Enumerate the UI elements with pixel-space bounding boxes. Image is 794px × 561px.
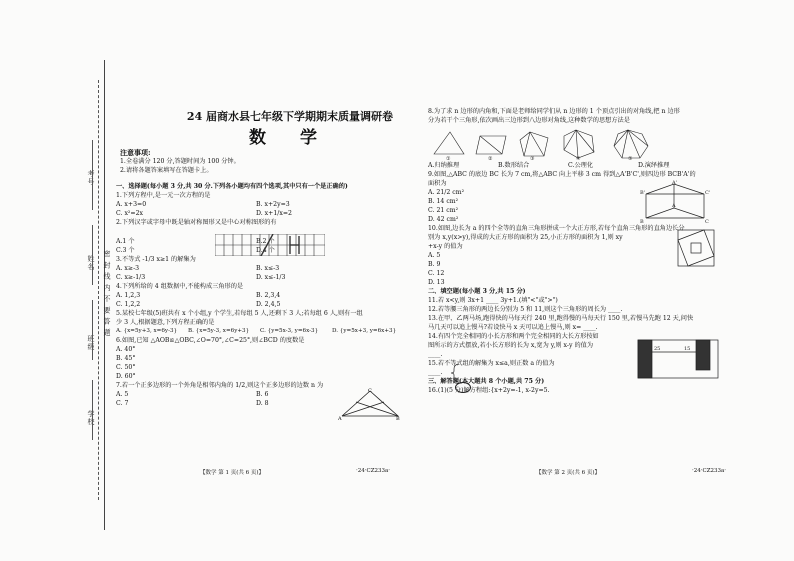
q15-answer-oval xyxy=(455,382,471,393)
svg-text:①: ① xyxy=(446,156,451,160)
left-page-footer: 【数学 第 1 页(共 6 页)】 xyxy=(200,470,265,476)
svg-text:③: ③ xyxy=(530,156,535,160)
q15-inequality-brace xyxy=(450,363,462,383)
section-2-heading: 二、填空题(每小题 3 分,共 15 分) xyxy=(428,288,526,295)
q7-option-b: B. 6 xyxy=(256,391,269,398)
q4-option-d: D. 2,4,5 xyxy=(256,301,281,308)
q8-option-c: C.公理化 xyxy=(568,162,594,169)
question-15-cont: ____. xyxy=(428,369,443,376)
q6-triangle-figure xyxy=(338,388,402,420)
q5-option-b: B. {x=5y-3, x=6y+3} xyxy=(188,328,250,334)
q4-option-a: A. 1,2,3 xyxy=(116,292,141,299)
question-8: 8.为了求 n 边形的内角和,下面是老师给同学们从 n 边形的 1 个顶点引出的对角线,把 n 边形 xyxy=(428,108,680,115)
q10-option-b: B. 9 xyxy=(428,261,441,268)
question-9: 9.如图,△ABC 的底边 BC 长为 7 cm,将△ABC 向上平移 3 cm 得到△A'B'C',则四边形 BCB'A'的 xyxy=(428,171,696,178)
q2-option-b: B.2 个 xyxy=(256,238,275,245)
svg-text:A: A xyxy=(338,416,342,420)
q2-option-a: A.1 个 xyxy=(116,238,135,245)
exam-subject: 数 学 xyxy=(249,128,331,148)
question-13: 13.在甲、乙两马场,跑得快的马每天行 240 里,跑得慢的马每天行 150 里,若慢马先跑 12 天,问快 xyxy=(428,315,694,322)
svg-text:A: A xyxy=(672,203,676,209)
q1-options-2 xyxy=(116,209,406,218)
exam-no-underline xyxy=(92,140,93,210)
q6-option-b: B. 45° xyxy=(116,355,136,362)
q9-translation-figure xyxy=(640,180,710,224)
q4-options-2 xyxy=(116,300,406,309)
q3-option-a: A. x≥-3 xyxy=(116,265,140,272)
q1-option-b: B. x+2y=3 xyxy=(256,201,290,208)
svg-text:C: C xyxy=(705,219,709,224)
q2-option-d: D.4 个 xyxy=(256,247,275,254)
notes-item: 1.全卷满分 120 分,答题时间为 100 分钟。 xyxy=(120,158,240,165)
svg-text:C': C' xyxy=(705,190,710,196)
q3-option-b: B. x≤-3 xyxy=(256,265,280,272)
q7-option-a: A. 5 xyxy=(116,391,129,398)
question-1: 1.下列方程中,是一元一次方程的是 xyxy=(116,192,211,199)
school-underline xyxy=(92,380,93,440)
q8-option-a: A.归纳推理 xyxy=(428,162,460,169)
q3-option-d: D. x≤-1/3 xyxy=(256,274,286,281)
q1-option-d: D. x+1/x=2 xyxy=(256,210,292,217)
q5-option-c: C. {y=5x-3, y=6x-3} xyxy=(260,328,319,334)
q8-option-b: B.数形结合 xyxy=(498,162,530,169)
svg-text:B: B xyxy=(396,416,400,420)
q5-options xyxy=(116,327,406,336)
q5-option-d: D. {y=5x+3, y=6x+3} xyxy=(332,328,397,334)
exam-no-label: 考号 xyxy=(87,170,95,186)
q3-options-2 xyxy=(116,273,406,282)
question-14-cont: 图所示的方式摆放,若小长方形的长为 x,宽为 y,则 x-y 的值为 xyxy=(428,342,594,349)
notes-item: 2.请将各题答案填写在答题卡上。 xyxy=(120,167,213,174)
question-6: 6.如图,已知 △AOB≌△OBC,∠O=70°,∠C=25°,则∠BCD 的度数是 xyxy=(116,337,305,344)
question-7: 7.若一个正多边形的一个外角是相邻内角的 1/2,则这个正多边形的边数 n 为 xyxy=(116,382,324,389)
q1-option-a: A. x+3=0 xyxy=(116,201,147,208)
notes-heading: 注意事项: xyxy=(120,148,151,157)
q3-options xyxy=(116,264,406,273)
section-3-heading: 三、解答题(本大题共 8 个小题,共 75 分) xyxy=(428,378,545,385)
section-1-heading: 一、选择题(每小题 3 分,共 30 分.下列各小题均有四个选项,其中只有一个是正确的) xyxy=(116,183,348,190)
school-label: 学校 xyxy=(87,410,95,426)
name-label: 姓名 xyxy=(87,255,95,271)
q9-option-a: A. 21/2 cm² xyxy=(428,189,465,196)
notes-block xyxy=(120,148,240,175)
question-3: 3.不等式 -1/3 x≥1 的解集为 xyxy=(116,256,196,263)
q7-option-c: C. 7 xyxy=(116,400,129,407)
question-8-cont: 分为若干个三角形,依次画出三边形到八边形对角线,这种数学的思想方法是 xyxy=(428,117,630,124)
q6-option-d: D. 60° xyxy=(116,373,136,380)
question-11: 11.若 x<y,则 3x+1 ____ 3y+1.(填"<"或">") xyxy=(428,297,558,304)
svg-text:15: 15 xyxy=(684,346,691,352)
svg-text:B': B' xyxy=(640,190,646,196)
q4-option-b: B. 2,3,4 xyxy=(256,292,281,299)
q2-option-c: C.3 个 xyxy=(116,247,135,254)
q10-option-a: A. 5 xyxy=(428,252,441,259)
question-14: 14.有四个完全相同的小长方形和两个完全相同的大长方形按如 xyxy=(428,333,599,340)
svg-text:②: ② xyxy=(488,156,493,160)
question-4: 4.下列所给的 4 组数据中,不能构成三角形的是 xyxy=(116,283,244,290)
q9-option-d: D. 42 cm² xyxy=(428,216,459,223)
q9-option-c: C. 21 cm² xyxy=(428,207,459,214)
question-14-cont2: ____. xyxy=(428,351,443,358)
svg-text:A': A' xyxy=(672,180,677,186)
q1-options xyxy=(116,200,406,209)
q4-option-c: C. 1,2,2 xyxy=(116,301,141,308)
svg-text:⑤: ⑤ xyxy=(628,156,633,160)
question-10-cont: 别为 x,y(x>y),得成的大正方形的面积为 25,小正方形的面积为 1,则 xy xyxy=(428,234,623,241)
q2-glyph-grid-figure xyxy=(215,234,325,256)
seal-text: 密 封 线 内 不 要 答 题 xyxy=(103,250,111,337)
question-5-cont: 少 3 人,根据题意,下列方程正确的是 xyxy=(116,319,215,326)
question-10-cont2: +x-y 的值为 xyxy=(428,243,463,250)
left-page-code: ·24·CZ233a· xyxy=(356,468,391,474)
q5-option-a: A. {x=5y+3, x=6y-3} xyxy=(116,328,178,334)
q10-option-d: D. 13 xyxy=(428,279,445,286)
q6-option-c: C. 50° xyxy=(116,364,136,371)
q10-option-c: C. 12 xyxy=(428,270,445,277)
name-underline xyxy=(92,225,93,285)
question-9-cont: 面积为 xyxy=(428,180,447,187)
q6-option-a: A. 40° xyxy=(116,346,136,353)
question-10: 10.如图,边长为 a 的四个全等的直角三角形拼成一个大正方形,若每个直角三角形的直角边长分 xyxy=(428,225,685,232)
right-page-footer: 【数学 第 2 页(共 6 页)】 xyxy=(536,470,601,476)
question-2: 2.下列汉字或字母中既是轴对称图形又是中心对称图形的有 xyxy=(116,219,277,226)
q14-rectangle-figure xyxy=(636,336,720,380)
q8-option-d: D.演绎推理 xyxy=(638,162,670,169)
svg-text:25: 25 xyxy=(654,346,661,352)
q3-option-c: C. x≥-1/3 xyxy=(116,274,146,281)
class-label: 班级 xyxy=(87,335,95,351)
svg-text:B: B xyxy=(640,219,644,224)
q1-option-c: C. x²=2x xyxy=(116,210,144,217)
svg-text:④: ④ xyxy=(576,156,581,160)
class-underline xyxy=(92,300,93,360)
question-5: 5.某校七年级(5)班共有 x 个小组,y 个学生,若每组 5 人,还剩下 3 人;若每组 6 人,则有一组 xyxy=(116,310,363,317)
svg-text:C: C xyxy=(368,388,372,394)
q7-option-d: D. 8 xyxy=(256,400,269,407)
q4-options xyxy=(116,291,406,300)
q9-option-b: B. 14 cm² xyxy=(428,198,459,205)
q8-options xyxy=(428,161,728,170)
question-13-cont: 马几天可以追上慢马?若设快马 x 天可以追上慢马,则 x= ____. xyxy=(428,324,598,331)
seal-line-outer xyxy=(98,80,99,500)
exam-title: 24 届商水县七年级下学期期末质量调研卷 xyxy=(186,110,394,123)
q8-polygon-figures xyxy=(430,126,670,160)
q10-square-figure xyxy=(676,228,716,268)
question-12: 12.若等腰三角形的两边长分别为 5 和 11,则这个三角形的周长为 ____. xyxy=(428,306,623,313)
question-15: 15.若不等式组的解集为 x≤a,则正数 a 的值为 xyxy=(428,360,555,367)
right-page-code: ·24·CZ233a· xyxy=(692,468,727,474)
left-column xyxy=(116,182,406,408)
question-16: 16.(1)(5 分)解方程组:{x+2y=-1, x-2y=5. xyxy=(428,387,550,394)
